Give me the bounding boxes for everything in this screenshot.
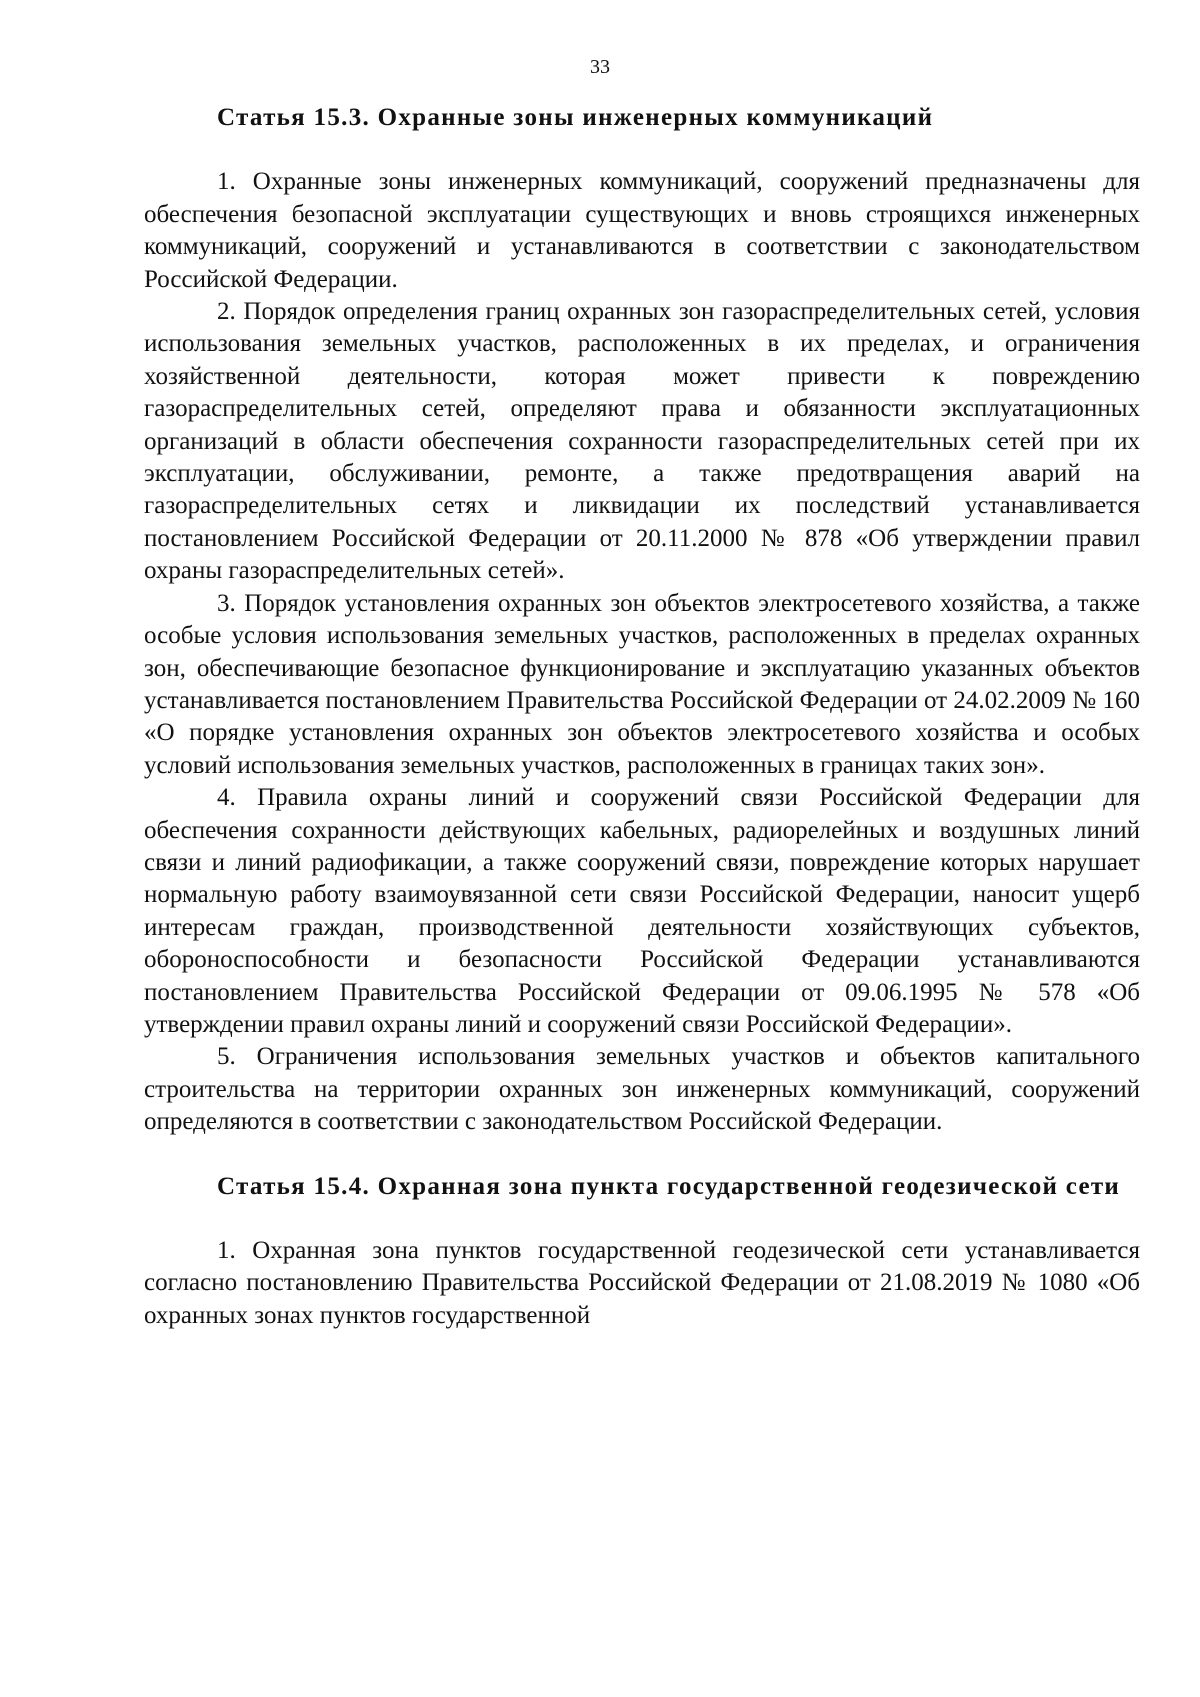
- document-body: [144, 102, 1140, 1332]
- article-15-4-paragraph-1: 1. Охранная зона пунктов государственной геодезической сети устанавливается согласно постановлению Правительства Российской Федерации от 21.08.2019 № 1080 «Об охранных зонах пунктов государственной: [144, 1237, 1140, 1329]
- article-15-3-paragraph-4: 4. Правила охраны линий и сооружений связи Российской Федерации для обеспечения сохранности действующих кабельных, радиорелейных и воздушных линий связи и линий радиофикации, а также сооружений связи, повреждение которых нарушает нормальную работу взаимоувязанной сети связи Российской Федерации, наносит ущерб интересам граждан, производственной деятельности хозяйствующих субъектов, обороноспособности и безопасности Российской Федерации устанавливаются постановлением Правительства Российской Федерации от 09.06.1995 № 578 «Об утверждении правил охраны линий и сооружений связи Российской Федерации».: [144, 784, 1140, 1038]
- article-15-4-heading: Статья 15.4. Охранная зона пункта государственной геодезической сети: [217, 1172, 1121, 1200]
- article-15-3-paragraph-1: 1. Охранные зоны инженерных коммуникаций, сооружений предназначены для обеспечения безопасной эксплуатации существующих и вновь строящихся инженерных коммуникаций, сооружений и устанавливаются в соответствии с законодательством Российской Федерации.: [144, 168, 1140, 293]
- article-15-3-paragraph-3: 3. Порядок установления охранных зон объектов электросетевого хозяйства, а также особые условия использования земельных участков, расположенных в пределах охранных зон, обеспечивающие безопасное функционирование и эксплуатацию указанных объектов устанавливается постановлением Правительства Российской Федерации от 24.02.2009 № 160 «О порядке установления охранных зон объектов электросетевого хозяйства и особых условий использования земельных участков, расположенных в границах таких зон».: [144, 589, 1140, 779]
- article-15-3-heading: Статья 15.3. Охранные зоны инженерных коммуникаций: [217, 104, 934, 131]
- article-15-3-paragraph-2: 2. Порядок определения границ охранных зон газораспределительных сетей, условия использования земельных участков, расположенных в их пределах, и ограничения хозяйственной деятельности, которая может привести к повреждению газораспределительных сетей, определяют права и обязанности эксплуатационных организаций в области обеспечения сохранности газораспределительных сетей при их эксплуатации, обслуживании, ремонте, а также предотвращения аварий на газораспределительных сетях и ликвидации их последствий устанавливается постановлением Российской Федерации от 20.11.2000 № 878 «Об утверждении правил охраны газораспределительных сетей».: [144, 298, 1140, 585]
- page-number: 33: [590, 56, 610, 78]
- article-15-3-paragraph-5: 5. Ограничения использования земельных участков и объектов капитального строительства на территории охранных зон инженерных коммуникаций, сооружений определяются в соответствии с законодательством Российской Федерации.: [144, 1043, 1140, 1136]
